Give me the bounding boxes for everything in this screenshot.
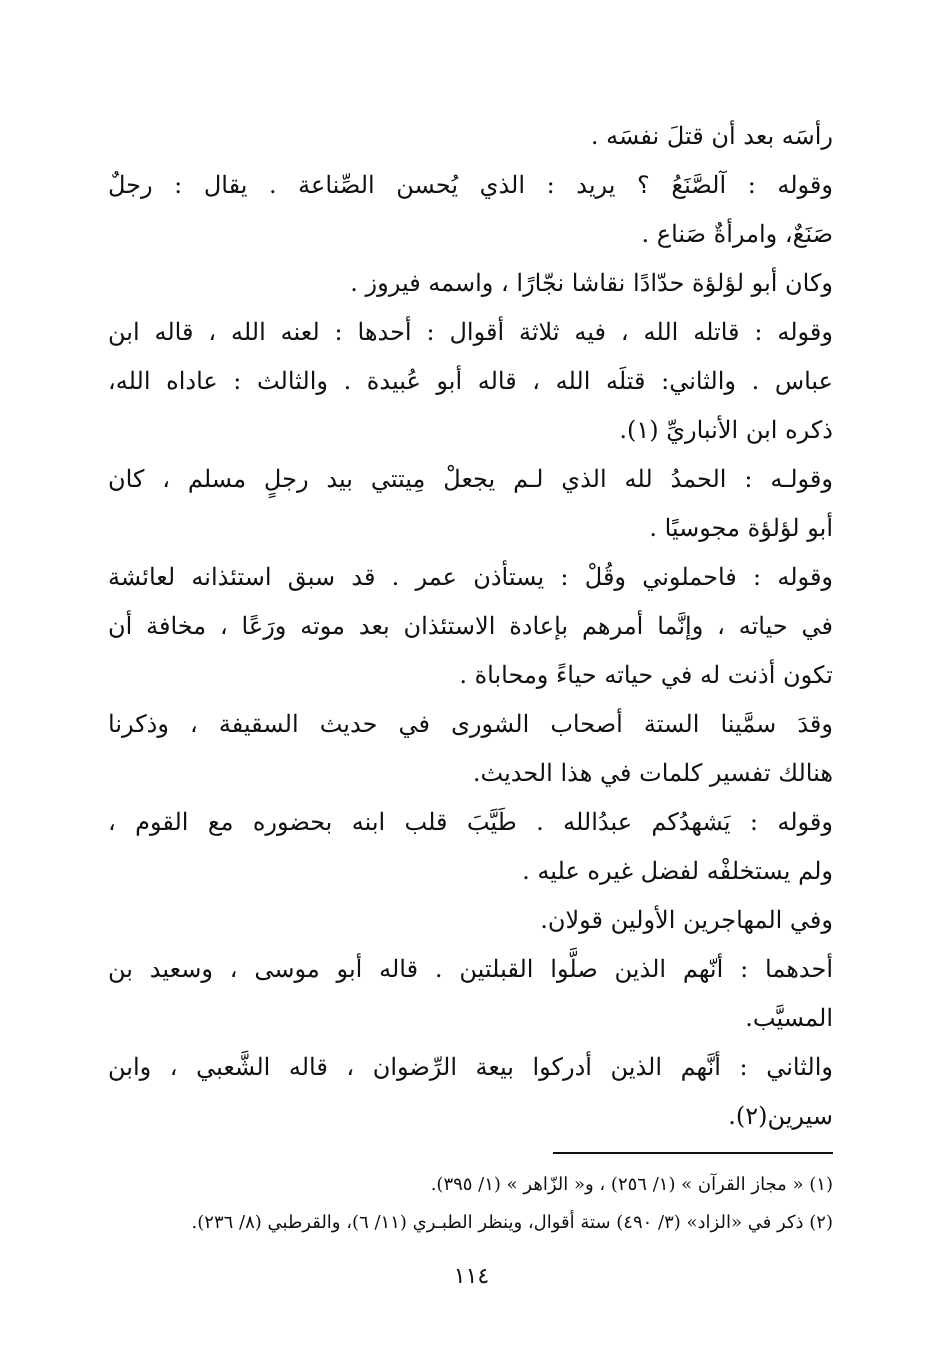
text-line: وقولـه : الحمدُ لله الذي لـم يجعلْ مِيتتي بيد رجلٍ مسلم ، كان [108,465,833,493]
text-line: وفي المهاجرين الأولين قولان. [540,906,833,934]
footnotes [108,1166,833,1242]
text-line: وقوله : آلصَّنَعُ ؟ يريد : الذي يُحسن الصِّناعة . يقال : رجلٌ [108,171,833,199]
main-text [108,112,833,1141]
text-line: وقوله : فاحملوني وقُلْ : يستأذن عمر . قد سبق استئذانه لعائشة [108,563,833,591]
text-line: صَنَعٌ، وامرأةٌ صَناع . [641,220,833,248]
text-line: وكان أبو لؤلؤة حدّادًا نقاشا نجّارًا ، واسمه فيروز . [350,269,833,297]
text-line: رأسَه بعد أن قتلَ نفسَه . [590,122,833,150]
text-line: وقدَ سمَّينا الستة أصحاب الشورى في حديث السقيفة ، وذكرنا [108,710,833,738]
text-line: المسيَّب. [745,1004,833,1032]
text-line: سيرين(٢). [728,1102,833,1130]
text-line: عباس . والثاني: قتلَه الله ، قاله أبو عُبيدة . والثالث : عاداه الله، [108,367,833,395]
text-line: وقوله : يَشهدُكم عبدُالله . طَيَّبَ قلب ابنه بحضوره مع القوم ، [108,808,833,836]
text-line: وقوله : قاتله الله ، فيه ثلاثة أقوال : أحدها : لعنه الله ، قاله ابن [108,318,833,346]
text-line: هنالك تفسير كلمات في هذا الحديث. [472,759,833,787]
text-line: ذكره ابن الأنباريِّ (١). [619,416,833,444]
text-line: أحدهما : أنّهم الذين صلَّوا القبلتين . قاله أبو موسى ، وسعيد بن [108,955,833,983]
footnote-2: (٢) ذكر في «الزاد» (٣/ ٤٩٠) ستة أقوال، وينظر الطبـري (١١/ ٦)، والقرطبي (٨/ ٢٣٦). [191,1212,833,1233]
footnote-1: (١) « مجاز القرآن » (١/ ٢٥٦) ، و« الزّاهر » (١/ ٣٩٥). [430,1174,833,1195]
text-line: والثاني : أنَّهم الذين أدركوا بيعة الرِّضوان ، قاله الشَّعبي ، وابن [108,1053,833,1081]
text-line: تكون أذنت له في حياته حياءً ومحاباة . [459,661,833,689]
text-line: ولم يستخلفْه لفضل غيره عليه . [522,857,833,885]
footnote-divider [553,1152,833,1154]
text-line: في حياته ، وإنَّما أمرهم بإعادة الاستئذان بعد موته ورَعًا ، مخافة أن [108,612,833,640]
text-line: أبو لؤلؤة مجوسيًا . [649,514,833,542]
page-number: ١١٤ [453,1264,490,1289]
